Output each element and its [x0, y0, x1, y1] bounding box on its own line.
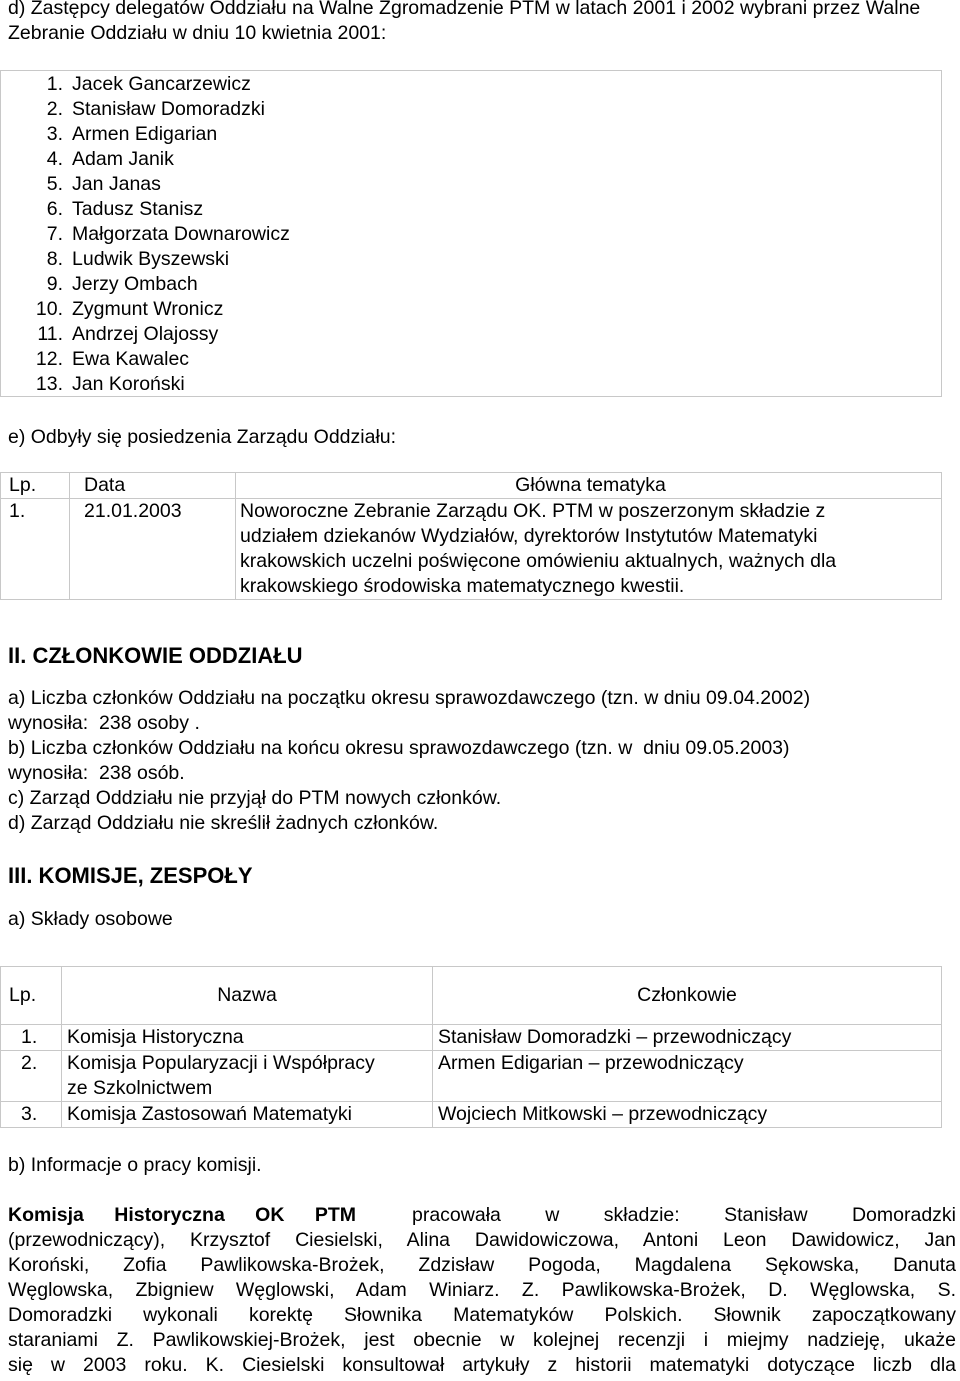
delegate-name: Ludwik Byszewski	[72, 248, 230, 270]
section-e-title: e) Odbyły się posiedzenia Zarządu Oddziału:	[8, 426, 397, 448]
header-name: Nazwa	[62, 967, 433, 1025]
commission-row	[1, 1051, 942, 1102]
delegate-item	[1, 72, 941, 97]
commissions-table	[0, 966, 942, 1128]
meeting-topic-line: krakowskich uczelni poświęcone omówieniu aktualnych, ważnych dla	[240, 550, 837, 572]
delegate-number: 9.	[46, 273, 63, 295]
section-iii-heading: III. KOMISJE, ZESPOŁY	[8, 863, 253, 888]
meeting-lp: 1.	[1, 499, 70, 600]
delegate-number: 5.	[46, 173, 63, 195]
meetings-table	[0, 472, 942, 600]
delegate-name: Jacek Gancarzewicz	[72, 73, 251, 95]
delegate-item	[1, 222, 941, 247]
meetings-table-row	[1, 499, 942, 600]
header-lp: Lp.	[1, 967, 62, 1025]
section-iii-sub-a: a) Składy osobowe	[8, 908, 173, 930]
delegate-name: Andrzej Olajossy	[72, 323, 219, 345]
commission-row	[1, 1102, 942, 1128]
delegate-name: Armen Edigarian	[72, 123, 218, 145]
delegate-item	[1, 172, 941, 197]
section-iii-sub-b: b) Informacje o pracy komisji.	[8, 1154, 262, 1176]
delegate-number: 13.	[35, 373, 63, 395]
header-topic: Główna tematyka	[236, 473, 942, 499]
delegate-number: 11.	[37, 323, 63, 345]
commission-name: Komisja Zastosowań Matematyki	[62, 1102, 433, 1128]
delegate-number: 12.	[35, 348, 63, 370]
delegate-item	[1, 347, 941, 372]
delegate-name: Małgorzata Downarowicz	[72, 223, 290, 245]
delegate-name: Jan Janas	[72, 173, 161, 195]
delegate-item	[1, 272, 941, 297]
meeting-date: 21.01.2003	[70, 499, 236, 600]
commission-members: Armen Edigarian – przewodniczący	[433, 1051, 942, 1102]
paragraph-line: Węglowska, Zbigniew Węglowski, Adam Winiarz. Z. Pawlikowska-Brożek, D. Węglowska, S.	[8, 1279, 956, 1301]
members-line: b) Liczba członków Oddziału na końcu okresu sprawozdawczego (tzn. w dniu 09.05.2003)	[8, 737, 790, 759]
meeting-topic-line: krakowskiego środowiska matematycznego kwestii.	[240, 575, 685, 597]
members-line: wynosiła: 238 osób.	[8, 762, 185, 784]
delegates-box	[0, 70, 942, 397]
section-ii-body	[8, 686, 948, 836]
delegate-number: 8.	[46, 248, 63, 270]
delegate-item	[1, 297, 941, 322]
commission-name-line: Komisja Popularyzacji i Współpracy	[67, 1052, 375, 1074]
commission-row	[1, 1025, 942, 1051]
delegate-item	[1, 97, 941, 122]
commission-name-line: ze Szkolnictwem	[67, 1077, 213, 1099]
delegate-item	[1, 372, 941, 397]
delegate-number: 3.	[46, 123, 63, 145]
delegates-list	[1, 72, 941, 397]
delegate-number: 7.	[46, 223, 63, 245]
members-line: d) Zarząd Oddziału nie skreślił żadnych członków.	[8, 812, 439, 834]
meeting-topic-line: udziałem dziekanów Wydziałów, dyrektorów Instytutów Matematyki	[240, 525, 818, 547]
members-line: wynosiła: 238 osoby .	[8, 712, 200, 734]
paragraph-line: (przewodniczący), Krzysztof Ciesielski, Alina Dawidowiczowa, Antoni Leon Dawidowicz, Jan	[8, 1229, 956, 1251]
delegate-number: 1.	[46, 73, 63, 95]
section-d-intro: d) Zastępcy delegatów Oddziału na Walne Zgromadzenie PTM w latach 2001 i 2002 wybrani przez Walne Zebranie Oddziału w dniu 10 kwietnia 2001:	[8, 0, 921, 44]
paragraph-first-line	[8, 1203, 956, 1228]
delegate-item	[1, 322, 941, 347]
delegate-name: Zygmunt Wronicz	[72, 298, 224, 320]
delegate-item	[1, 122, 941, 147]
historical-commission-paragraph	[8, 1203, 956, 1378]
meeting-topic	[236, 499, 942, 600]
delegate-name: Jerzy Ombach	[72, 273, 198, 295]
delegate-name: Tadusz Stanisz	[72, 198, 204, 220]
paragraph-line: staraniami Z. Pawlikowskiej-Brożek, jest obecnie w kolejnej recenzji i miejmy nadzieję, ukaże	[8, 1329, 956, 1351]
delegate-number: 4.	[46, 148, 63, 170]
delegate-name: Ewa Kawalec	[72, 348, 190, 370]
delegate-name: Adam Janik	[72, 148, 174, 170]
delegate-number: 6.	[46, 198, 63, 220]
paragraph-text: pracowała w składzie: Stanisław Domoradzki	[412, 1204, 956, 1226]
commission-name-bold: Komisja Historyczna OK PTM	[8, 1204, 356, 1226]
members-line: c) Zarząd Oddziału nie przyjął do PTM nowych członków.	[8, 787, 502, 809]
header-date: Data	[70, 473, 236, 499]
section-ii-heading: II. CZŁONKOWIE ODDZIAŁU	[8, 643, 303, 668]
commission-name: Komisja Historyczna	[62, 1025, 433, 1051]
header-lp: Lp.	[1, 473, 70, 499]
meetings-table-header	[1, 473, 942, 499]
delegate-name: Jan Koroński	[72, 373, 185, 395]
delegate-item	[1, 197, 941, 222]
delegate-item	[1, 247, 941, 272]
paragraph-line: Domoradzki wykonali korektę Słownika Matematyków Polskich. Słownik zapoczątkowany	[8, 1304, 956, 1326]
paragraph-line: się w 2003 roku. K. Ciesielski konsultował artykuły z historii matematyki dotyczące liczb dla	[8, 1354, 956, 1376]
commission-lp: 2.	[1, 1051, 62, 1102]
paragraph-line: Koroński, Zofia Pawlikowska-Brożek, Zdzisław Pogoda, Magdalena Sękowska, Danuta	[8, 1254, 956, 1276]
delegate-name: Stanisław Domoradzki	[72, 98, 265, 120]
commissions-table-header	[1, 967, 942, 1025]
delegate-item	[1, 147, 941, 172]
delegate-number: 2.	[46, 98, 63, 120]
header-members: Członkowie	[433, 967, 942, 1025]
members-line: a) Liczba członków Oddziału na początku okresu sprawozdawczego (tzn. w dniu 09.04.2002)	[8, 687, 811, 709]
commission-lp: 3.	[1, 1102, 62, 1128]
delegate-number: 10.	[35, 298, 63, 320]
meeting-topic-line: Noworoczne Zebranie Zarządu OK. PTM w poszerzonym składzie z	[240, 500, 826, 522]
commission-members: Stanisław Domoradzki – przewodniczący	[433, 1025, 942, 1051]
commission-members: Wojciech Mitkowski – przewodniczący	[433, 1102, 942, 1128]
commission-name	[62, 1051, 433, 1102]
commission-lp: 1.	[1, 1025, 62, 1051]
